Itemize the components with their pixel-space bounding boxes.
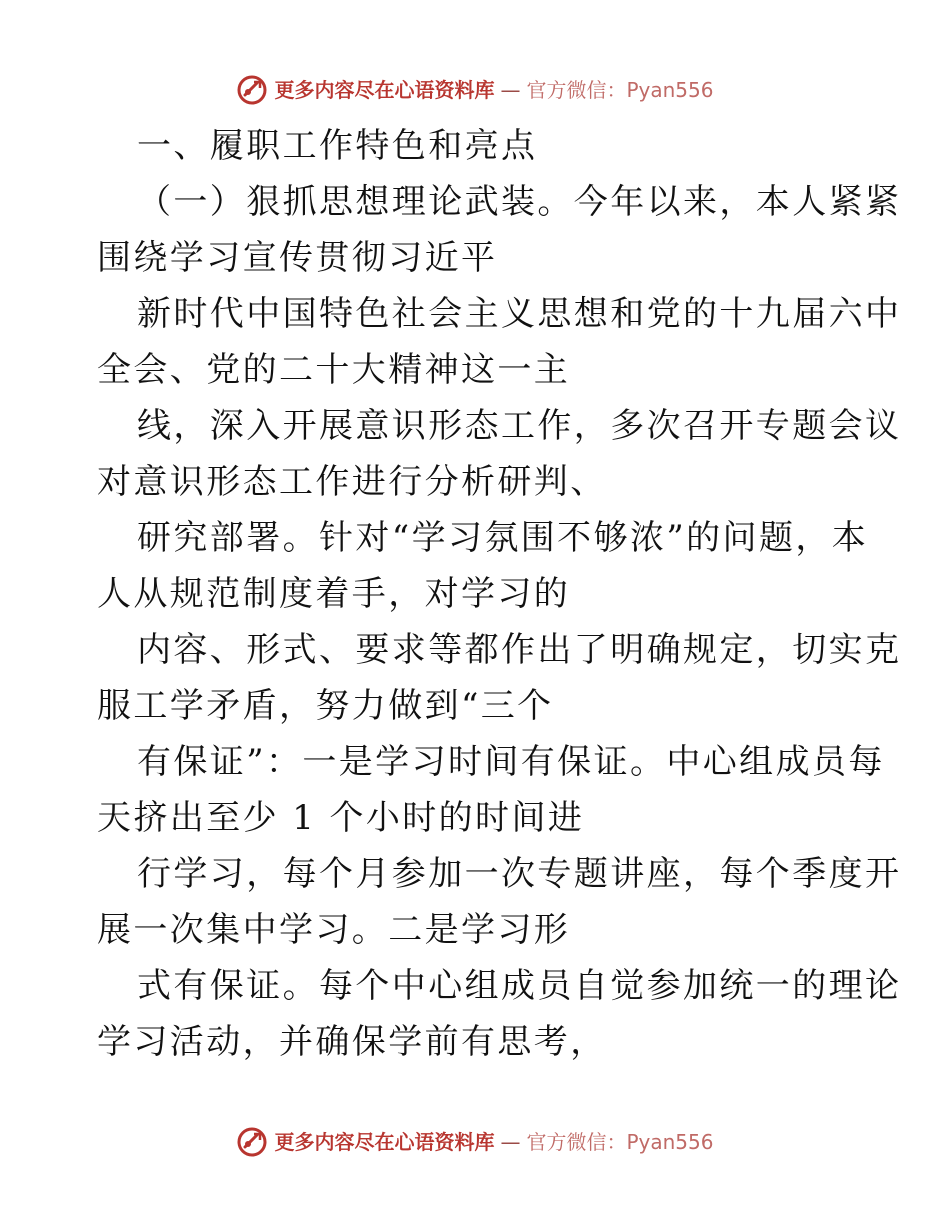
red-circle-logo-icon [236,1126,268,1158]
watermark-contact: 官方微信：Pyan556 [526,1130,714,1154]
watermark-separator: — [500,78,521,102]
text-line: 围绕学习宣传贯彻习近平 [97,238,498,278]
text-line: 展一次集中学习。二是学习形 [97,910,571,950]
watermark-contact: 官方微信：Pyan556 [526,78,714,102]
text-line: 行学习，每个月参加一次专题讲座，每个季度开 [137,854,902,894]
text-line: 线，深入开展意识形态工作，多次召开专题会议 [137,406,902,446]
text-line: 人从规范制度着手，对学习的 [97,574,571,614]
section-heading: 一、履职工作特色和亮点 [137,126,538,166]
watermark-slogan: 更多内容尽在心语资料库 [274,78,495,102]
text-line: 新时代中国特色社会主义思想和党的十九届六中 [137,294,902,334]
watermark-banner [236,1126,713,1158]
watermark-separator: — [500,1130,521,1154]
red-circle-logo-icon [236,74,268,106]
text-line: 全会、党的二十大精神这一主 [97,350,571,390]
watermark-banner [236,74,713,106]
text-line: 对意识形态工作进行分析研判、 [97,462,607,502]
text-line: 研究部署。针对“学习氛围不够浓”的问题，本 [137,518,869,558]
page-header-watermark [0,72,950,108]
text-line: （一）狠抓思想理论武装。今年以来，本人紧紧 [137,182,902,222]
text-line: 学习活动，并确保学前有思考， [97,1022,607,1062]
text-line: 有保证”：一是学习时间有保证。中心组成员每 [137,742,885,782]
text-line: 服工学矛盾，努力做到“三个 [97,686,554,726]
text-line: 内容、形式、要求等都作出了明确规定，切实克 [137,630,902,670]
watermark-slogan: 更多内容尽在心语资料库 [274,1130,495,1154]
page-footer-watermark [0,1124,950,1160]
text-line: 式有保证。每个中心组成员自觉参加统一的理论 [137,966,902,1006]
text-line: 天挤出至少 1 个小时的时间进 [97,798,585,838]
document-body [97,118,902,1070]
